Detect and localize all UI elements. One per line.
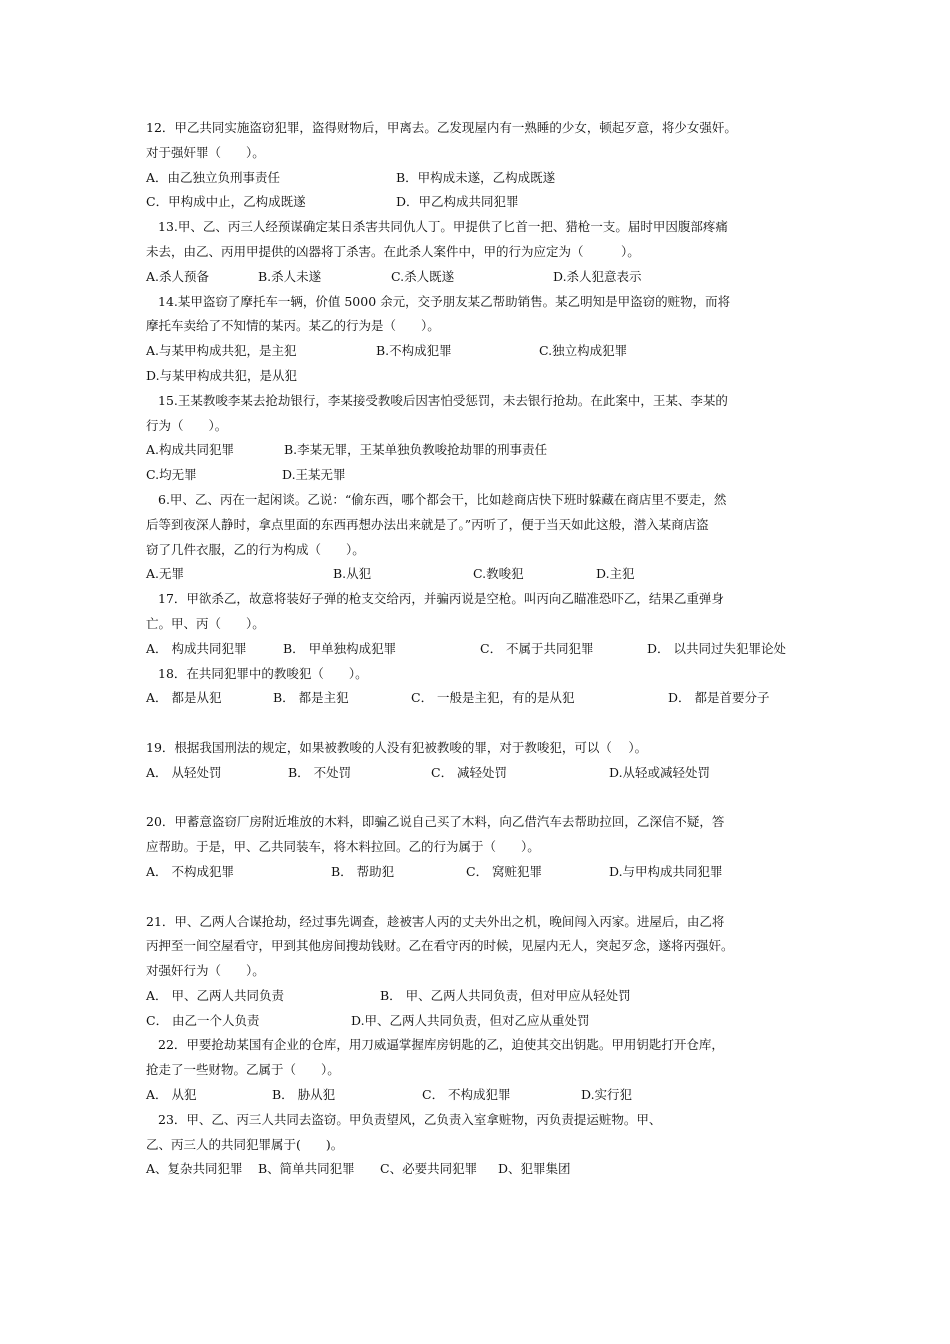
answer-option: B.李某无罪，王某单独负教唆抢劫罪的刑事责任 [284,442,548,458]
blank-line [146,786,816,811]
option-row [146,190,816,215]
question-stem-line: 21．甲、乙两人合谋抢劫，经过事先调查，趁被害人丙的丈夫外出之机，晚间闯入丙家。进屋后，由乙将 [146,913,725,929]
question-block [146,215,816,289]
answer-option: C.均无罪 [146,467,197,483]
answer-option: A． 从犯 [146,1087,197,1103]
question-stem-line: 乙、丙三人的共同犯罪属于( )。 [146,1136,344,1152]
answer-option: D.主犯 [596,566,635,582]
answer-option: C． 窝赃犯罪 [466,863,543,879]
blank-line [146,885,816,910]
question-stem-line: 丙押至一间空屋看守，甲到其他房间搜劫钱财。乙在看守丙的时候，见屋内无人，突起歹念，遂将丙强奸。 [146,938,734,954]
answer-option: A． 都是从犯 [146,690,222,706]
answer-option: D.与甲构成共同犯罪 [609,863,723,879]
answer-option: A． 构成共同犯罪 [146,640,247,656]
option-row [146,364,816,389]
question-stem-line: 后等到夜深人静时，拿点里面的东西再想办法出来就是了。”丙听了，便于当天如此这般，潜入某商店盗 [146,516,709,532]
answer-option: B． 帮助犯 [331,863,395,879]
question-stem-line: 亡。甲、丙（ ）。 [146,615,265,631]
answer-option: B． 胁从犯 [272,1087,336,1103]
answer-option: D.杀人犯意表示 [553,268,642,284]
question-block [146,1033,816,1107]
answer-option: A．由乙独立负刑事责任 [146,169,281,185]
question-block [146,116,816,215]
question-block [146,1133,816,1183]
answer-option: D.从轻或减轻处罚 [609,764,711,780]
answer-option: D.王某无罪 [282,467,346,483]
answer-option: A.构成共同犯罪 [146,442,235,458]
answer-option: C． 一般是主犯，有的是从犯 [411,690,575,706]
question-stem-line: 15.王某教唆李某去抢劫银行，李某接受教唆后因害怕受惩罚，未去银行抢劫。在此案中，王某、李某的 [158,392,728,408]
answer-option: A、复杂共同犯罪 [146,1161,243,1177]
answer-option: B． 都是主犯 [273,690,349,706]
option-row [146,984,816,1009]
question-stem-line: 12．甲乙共同实施盗窃犯罪，盗得财物后，甲离去。乙发现屋内有一熟睡的少女，顿起歹意，将少女强奸。 [146,120,737,135]
answer-option: B． 甲、乙两人共同负责，但对甲应从轻处罚 [380,987,631,1003]
option-row [146,860,816,885]
answer-option: B.不构成犯罪 [376,343,452,359]
question-stem-line: 对强奸行为（ ）。 [146,963,265,979]
option-row [146,637,816,662]
answer-option: A.无罪 [146,566,185,582]
answer-option: D.实行犯 [581,1087,633,1103]
answer-option: C.杀人既遂 [391,268,455,284]
question-block [146,810,816,884]
option-row [146,166,816,191]
answer-option: C.独立构成犯罪 [539,343,628,359]
answer-option: C． 减轻处罚 [431,764,508,780]
answer-option: C.教唆犯 [473,566,524,582]
question-stem-line: 摩托车卖给了不知情的某丙。某乙的行为是（ ）。 [146,318,440,334]
option-row [146,686,816,711]
question-stem-line: 18．在共同犯罪中的教唆犯（ ）。 [158,665,368,681]
question-block [146,389,816,488]
question-stem-line: 22．甲要抢劫某国有企业的仓库，用刀威逼掌握库房钥匙的乙，迫使其交出钥匙。甲用钥匙打开仓库， [158,1037,724,1053]
question-stem-line: 6.甲、乙、丙在一起闲谈。乙说：“偷东西，哪个都会干，比如趁商店快下班时躲藏在商店里不要走，然 [158,491,727,507]
question-block [146,910,816,1034]
answer-option: D、犯罪集团 [498,1161,571,1177]
question-list [146,116,816,1182]
question-stem-line: 对于强奸罪（ ）。 [146,144,265,160]
question-stem-line: 13.甲、乙、丙三人经预谋确定某日杀害共同仇人丁。甲提供了匕首一把、猎枪一支。届时甲因腹部疼痛 [158,219,728,235]
answer-option: D.甲、乙两人共同负责，但对乙应从重处罚 [351,1012,590,1028]
answer-option: A.杀人预备 [146,268,210,284]
question-block [146,587,816,661]
question-block [146,736,816,786]
answer-option: C． 由乙一个人负责 [146,1012,260,1028]
question-block [146,290,816,389]
answer-option: B．甲构成未遂，乙构成既遂 [396,169,556,185]
question-block [146,662,816,712]
answer-option: C．甲构成中止，乙构成既遂 [146,194,306,210]
option-row [146,438,816,463]
question-stem-line: 23．甲、乙、丙三人共同去盗窃。甲负责望风，乙负责入室拿赃物，丙负责提运赃物。甲、 [158,1111,662,1127]
answer-option: C、必要共同犯罪 [380,1161,478,1177]
question-stem-line: 19．根据我国刑法的规定，如果被教唆的人没有犯被教唆的罪，对于教唆犯，可以（ ）。 [146,739,648,755]
answer-option: B、简单共同犯罪 [258,1161,355,1177]
option-row [146,1083,816,1108]
question-stem-line: 行为（ ）。 [146,417,228,433]
option-row [146,463,816,488]
question-stem-line: 未去，由乙、丙用甲提供的凶器将丁杀害。在此杀人案件中，甲的行为应定为（ ）。 [146,243,640,259]
answer-option: D． 以共同过失犯罪论处 [647,640,786,656]
answer-option: A． 不构成犯罪 [146,863,235,879]
option-row [146,1157,816,1182]
option-row [146,1009,816,1034]
answer-option: D．甲乙构成共同犯罪 [396,194,519,210]
question-stem-line: 抢走了一些财物。乙属于（ ）。 [146,1062,340,1078]
option-row [146,339,816,364]
question-block [146,488,816,587]
answer-option: B.杀人未遂 [258,268,322,284]
question-stem-line: 14.某甲盗窃了摩托车一辆，价值 5000 余元，交予朋友某乙帮助销售。某乙明知是甲盗窃的赃物，而将 [158,293,731,309]
option-row [146,761,816,786]
blank-line [146,711,816,736]
answer-option: A． 从轻处罚 [146,764,222,780]
answer-option: C． 不属于共同犯罪 [480,640,594,656]
answer-option: D． 都是首要分子 [668,690,770,706]
question-stem-line: 应帮助。于是，甲、乙共同装车，将木料拉回。乙的行为属于（ ）。 [146,839,540,855]
answer-option: C． 不构成犯罪 [422,1087,511,1103]
question-block [146,1108,816,1133]
answer-option: B． 不处罚 [288,764,352,780]
answer-option: D.与某甲构成共犯，是从犯 [146,367,298,383]
answer-option: A.与某甲构成共犯，是主犯 [146,343,297,359]
question-stem-line: 17．甲欲杀乙，故意将装好子弹的枪支交给丙，并骗丙说是空枪。叫丙向乙瞄准恐吓乙，结果乙重弹身 [158,591,724,607]
answer-option: B.从犯 [333,566,372,582]
answer-option: B． 甲单独构成犯罪 [283,640,397,656]
answer-option: A． 甲、乙两人共同负责 [146,987,285,1003]
question-stem-line: 20．甲蓄意盗窃厂房附近堆放的木料，即骗乙说自己买了木料，向乙借汽车去帮助拉回，乙深信不疑，答 [146,814,725,830]
option-row [146,265,816,290]
option-row [146,562,816,587]
question-stem-line: 窃了几件衣服，乙的行为构成（ ）。 [146,541,365,557]
